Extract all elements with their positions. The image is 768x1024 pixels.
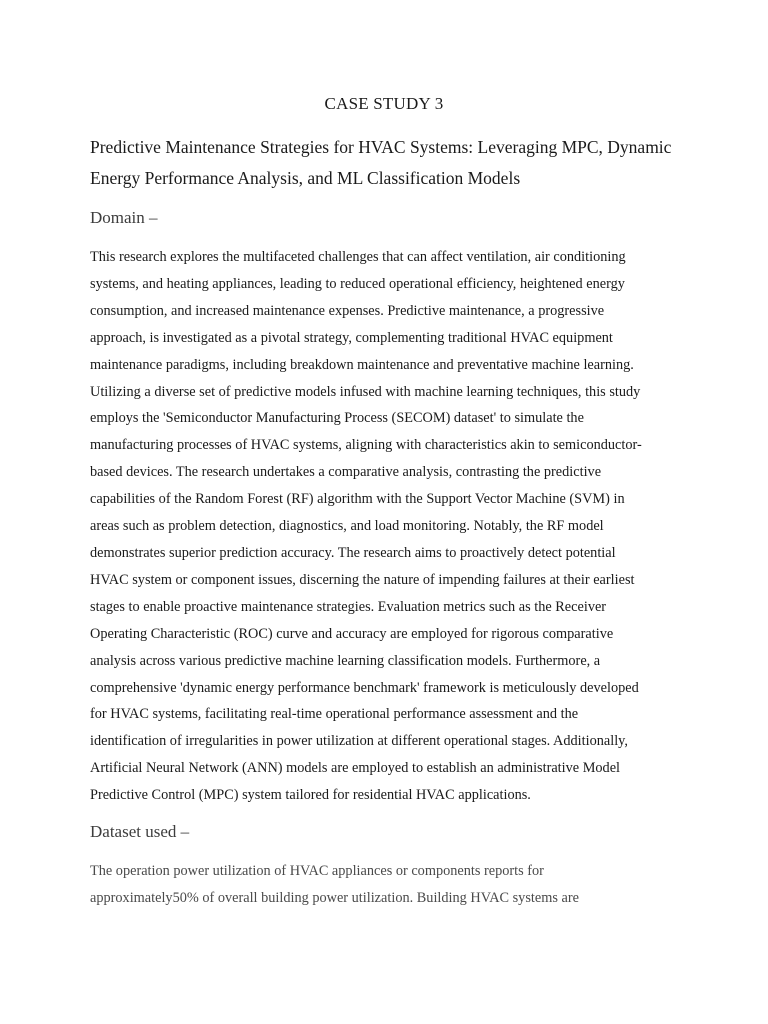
paragraph-line: areas such as problem detection, diagnostics, and load monitoring. Notably, the RF model: [90, 518, 604, 535]
paragraph-line: manufacturing processes of HVAC systems, aligning with characteristics akin to semiconductor-: [90, 437, 642, 454]
paragraph-line: approach, is investigated as a pivotal strategy, complementing traditional HVAC equipment: [90, 329, 613, 346]
paragraph-line: Artificial Neural Network (ANN) models are employed to establish an administrative Model: [90, 760, 621, 777]
paragraph-line: This research explores the multifaceted challenges that can affect ventilation, air conditioning: [90, 249, 626, 265]
paragraph-line: analysis across various predictive machine learning classification models. Furthermore, a: [90, 652, 601, 669]
domain-heading: Domain –: [90, 208, 158, 227]
case-study-label: CASE STUDY 3: [324, 94, 444, 113]
paragraph-line: Predictive Control (MPC) system tailored for residential HVAC applications.: [90, 787, 531, 804]
paragraph-line: maintenance paradigms, including breakdown maintenance and preventative machine learning.: [90, 356, 634, 373]
paragraph-line: based devices. The research undertakes a comparative analysis, contrasting the predictive: [90, 464, 602, 481]
paragraph-line: approximately50% of overall building power utilization. Building HVAC systems are: [90, 889, 579, 906]
paragraph-line: Operating Characteristic (ROC) curve and accuracy are employed for rigorous comparative: [90, 625, 614, 642]
paragraph-line: comprehensive 'dynamic energy performance benchmark' framework is meticulously developed: [90, 679, 639, 696]
paragraph-line: consumption, and increased maintenance expenses. Predictive maintenance, a progressive: [90, 302, 605, 319]
dataset-paragraph: [90, 858, 660, 912]
paragraph-line: Utilizing a diverse set of predictive models infused with machine learning techniques, this study: [90, 383, 641, 400]
domain-paragraph: [90, 244, 660, 809]
dataset-heading: Dataset used –: [90, 822, 190, 841]
title-line: Predictive Maintenance Strategies for HVAC Systems: Leveraging MPC, Dynamic: [90, 137, 672, 157]
paragraph-line: for HVAC systems, facilitating real-time operational performance assessment and the: [90, 706, 579, 723]
paragraph-line: The operation power utilization of HVAC appliances or components reports for: [90, 863, 544, 879]
paragraph-line: identification of irregularities in power utilization at different operational stages. Additionally,: [90, 733, 628, 750]
document-title: [90, 132, 690, 194]
paragraph-line: capabilities of the Random Forest (RF) algorithm with the Support Vector Machine (SVM) in: [90, 491, 625, 508]
paragraph-line: demonstrates superior prediction accuracy. The research aims to proactively detect potential: [90, 544, 616, 561]
paragraph-line: employs the 'Semiconductor Manufacturing Process (SECOM) dataset' to simulate the: [90, 410, 584, 427]
title-line: Energy Performance Analysis, and ML Classification Models: [90, 168, 521, 188]
paragraph-line: systems, and heating appliances, leading to reduced operational efficiency, heightened energy: [90, 275, 625, 292]
paragraph-line: HVAC system or component issues, discerning the nature of impending failures at their earliest: [90, 571, 635, 588]
paragraph-line: stages to enable proactive maintenance strategies. Evaluation metrics such as the Receiver: [90, 598, 607, 615]
